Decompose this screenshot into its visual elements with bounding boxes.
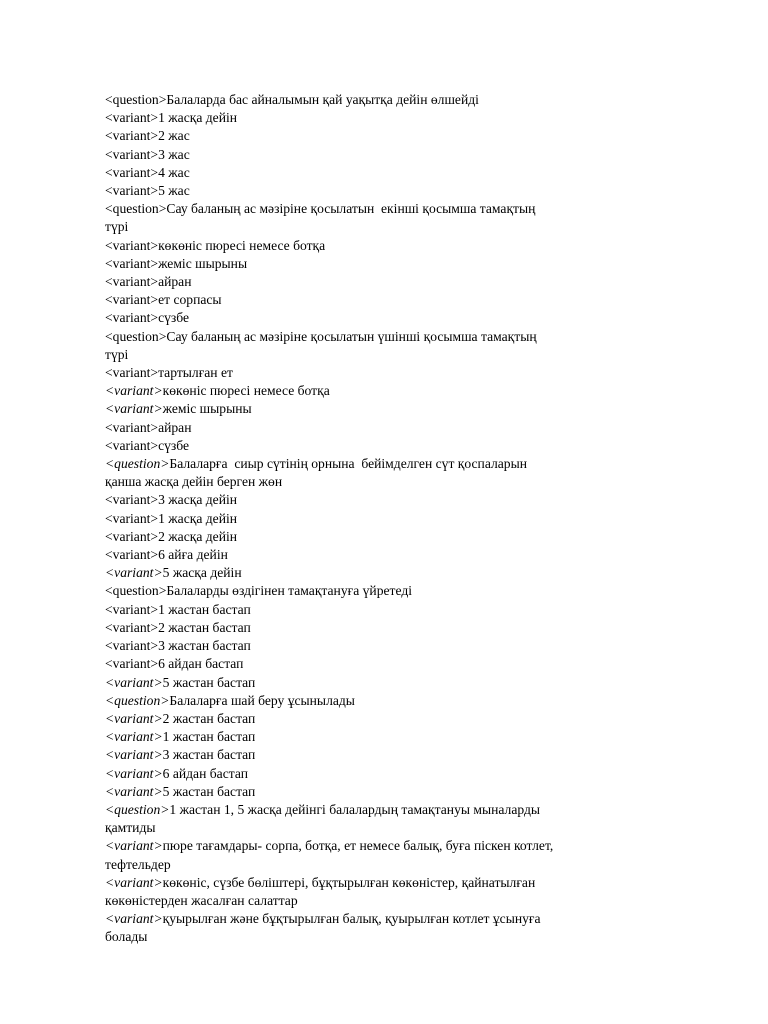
variant-tag: <variant> bbox=[105, 619, 159, 635]
variant-tag: <variant> bbox=[105, 365, 159, 381]
document-line bbox=[105, 674, 625, 692]
document-line bbox=[105, 856, 625, 874]
line-text: 3 жасқа дейін bbox=[158, 492, 238, 508]
document-line bbox=[105, 619, 625, 637]
document-line bbox=[105, 473, 625, 491]
document-line bbox=[105, 746, 625, 764]
line-text: 6 айдан бастап bbox=[158, 656, 244, 672]
variant-tag: <variant> bbox=[105, 492, 159, 508]
variant-tag: <variant> bbox=[105, 547, 159, 563]
document-line bbox=[105, 419, 625, 437]
document-line bbox=[105, 491, 625, 509]
line-text: 2 жас bbox=[158, 128, 190, 144]
line-text: 6 айға дейін bbox=[158, 547, 228, 563]
document-line bbox=[105, 928, 625, 946]
line-text: сүзбе bbox=[158, 437, 190, 453]
document-line bbox=[105, 182, 625, 200]
document-line bbox=[105, 127, 625, 145]
variant-tag: <variant> bbox=[105, 183, 159, 199]
line-text: жеміс шырыны bbox=[162, 401, 252, 417]
line-text: Балаларды өздігінен тамақтануға үйретеді bbox=[166, 583, 413, 599]
line-text: сүзбе bbox=[158, 310, 190, 326]
variant-tag: <variant> bbox=[105, 419, 159, 435]
line-text: болады bbox=[105, 929, 148, 945]
variant-tag: <variant> bbox=[105, 638, 159, 654]
document-line bbox=[105, 109, 625, 127]
line-text: 3 жастан бастап bbox=[162, 747, 256, 763]
line-text: 5 жас bbox=[158, 183, 190, 199]
variant-tag: <variant> bbox=[105, 874, 163, 890]
variant-tag: <variant> bbox=[105, 765, 163, 781]
line-text: 5 жастан бастап bbox=[162, 674, 256, 690]
variant-tag: <variant> bbox=[105, 255, 159, 271]
line-text: көкөніс пюресі немесе ботқа bbox=[158, 237, 326, 253]
variant-tag: <variant> bbox=[105, 838, 163, 854]
line-text: 1 жастан бастап bbox=[162, 729, 256, 745]
variant-tag: <variant> bbox=[105, 528, 159, 544]
document-line bbox=[105, 710, 625, 728]
line-text: 6 айдан бастап bbox=[162, 765, 248, 781]
document-line bbox=[105, 291, 625, 309]
variant-tag: <variant> bbox=[105, 128, 159, 144]
question-tag: <question> bbox=[105, 692, 170, 708]
document-line bbox=[105, 765, 625, 783]
line-text: тартылған ет bbox=[158, 365, 233, 381]
line-text: қамтиды bbox=[105, 820, 156, 836]
line-text: айран bbox=[158, 274, 192, 290]
variant-tag: <variant> bbox=[105, 110, 159, 126]
document-line bbox=[105, 437, 625, 455]
document-line bbox=[105, 237, 625, 255]
document-line bbox=[105, 801, 625, 819]
question-tag: <question> bbox=[105, 456, 170, 472]
document-line bbox=[105, 346, 625, 364]
variant-tag: <variant> bbox=[105, 710, 163, 726]
line-text: 2 жастан бастап bbox=[162, 710, 256, 726]
line-text: Балаларға сиыр сүтінің орнына бейімделген сүт қоспаларын bbox=[169, 456, 528, 472]
document-line bbox=[105, 910, 625, 928]
line-text: Балаларда бас айналымын қай уақытқа дейін өлшейді bbox=[166, 92, 479, 107]
document-line bbox=[105, 728, 625, 746]
line-text: айран bbox=[158, 419, 192, 435]
line-text: 1 жастан 1, 5 жасқа дейінгі балалардың тамақтануы мыналарды bbox=[169, 801, 541, 817]
document-line bbox=[105, 400, 625, 418]
line-text: 1 жасқа дейін bbox=[158, 510, 238, 526]
document-line bbox=[105, 510, 625, 528]
question-tag: <question> bbox=[105, 328, 167, 344]
variant-tag: <variant> bbox=[105, 601, 159, 617]
document-line bbox=[105, 91, 625, 109]
variant-tag: <variant> bbox=[105, 310, 159, 326]
document-line bbox=[105, 546, 625, 564]
question-tag: <question> bbox=[105, 801, 170, 817]
line-text: 3 жастан бастап bbox=[158, 638, 251, 654]
variant-tag: <variant> bbox=[105, 237, 159, 253]
document-line bbox=[105, 273, 625, 291]
document-line bbox=[105, 528, 625, 546]
line-text: 3 жас bbox=[158, 146, 190, 162]
variant-tag: <variant> bbox=[105, 401, 163, 417]
document-line bbox=[105, 255, 625, 273]
line-text: 5 жастан бастап bbox=[162, 783, 256, 799]
line-text: пюре тағамдары- сорпа, ботқа, ет немесе балық, буға піскен котлет, bbox=[162, 838, 554, 854]
variant-tag: <variant> bbox=[105, 747, 163, 763]
document-line bbox=[105, 200, 625, 218]
document-line bbox=[105, 146, 625, 164]
line-text: түрі bbox=[105, 219, 129, 235]
line-text: жеміс шырыны bbox=[158, 255, 248, 271]
line-text: Балаларға шай беру ұсынылады bbox=[169, 692, 355, 708]
variant-tag: <variant> bbox=[105, 911, 163, 927]
document-line bbox=[105, 892, 625, 910]
question-tag: <question> bbox=[105, 583, 167, 599]
line-text: қуырылған және бұқтырылған балық, қуырылған котлет ұсынуға bbox=[162, 911, 541, 927]
variant-tag: <variant> bbox=[105, 292, 159, 308]
variant-tag: <variant> bbox=[105, 674, 163, 690]
line-text: 2 жастан бастап bbox=[158, 619, 251, 635]
variant-tag: <variant> bbox=[105, 729, 163, 745]
variant-tag: <variant> bbox=[105, 437, 159, 453]
line-text: Сау баланың ас мәзіріне қосылатын екінші қосымша тамақтың bbox=[166, 201, 536, 217]
variant-tag: <variant> bbox=[105, 274, 159, 290]
document-line bbox=[105, 692, 625, 710]
question-tag: <question> bbox=[105, 201, 167, 217]
document-line bbox=[105, 655, 625, 673]
variant-tag: <variant> bbox=[105, 656, 159, 672]
line-text: 4 жас bbox=[158, 164, 190, 180]
document-line bbox=[105, 364, 625, 382]
document-line bbox=[105, 164, 625, 182]
line-text: қанша жасқа дейін берген жөн bbox=[105, 474, 283, 490]
document-line bbox=[105, 328, 625, 346]
document-line bbox=[105, 874, 625, 892]
variant-tag: <variant> bbox=[105, 783, 163, 799]
line-text: 2 жасқа дейін bbox=[158, 528, 238, 544]
document-line bbox=[105, 582, 625, 600]
variant-tag: <variant> bbox=[105, 164, 159, 180]
line-text: көкөністерден жасалған салаттар bbox=[105, 892, 298, 908]
line-text: тефтельдер bbox=[105, 856, 171, 872]
line-text: түрі bbox=[105, 346, 129, 362]
document-line bbox=[105, 455, 625, 473]
document-line bbox=[105, 819, 625, 837]
document-body bbox=[105, 91, 625, 947]
document-line bbox=[105, 837, 625, 855]
document-line bbox=[105, 601, 625, 619]
document-line bbox=[105, 309, 625, 327]
document-line bbox=[105, 564, 625, 582]
line-text: 5 жасқа дейін bbox=[162, 565, 242, 581]
variant-tag: <variant> bbox=[105, 146, 159, 162]
document-line bbox=[105, 218, 625, 236]
variant-tag: <variant> bbox=[105, 565, 163, 581]
document-line bbox=[105, 783, 625, 801]
line-text: 1 жасқа дейін bbox=[158, 110, 238, 126]
line-text: Сау баланың ас мәзіріне қосылатын үшінші қосымша тамақтың bbox=[166, 328, 537, 344]
line-text: көкөніс пюресі немесе ботқа bbox=[162, 383, 330, 399]
document-line bbox=[105, 637, 625, 655]
document-line bbox=[105, 382, 625, 400]
line-text: көкөніс, сүзбе бөліштері, бұқтырылған көкөністер, қайнатылған bbox=[162, 874, 536, 890]
line-text: 1 жастан бастап bbox=[158, 601, 251, 617]
variant-tag: <variant> bbox=[105, 510, 159, 526]
variant-tag: <variant> bbox=[105, 383, 163, 399]
line-text: ет сорпасы bbox=[158, 292, 222, 308]
question-tag: <question> bbox=[105, 92, 167, 107]
